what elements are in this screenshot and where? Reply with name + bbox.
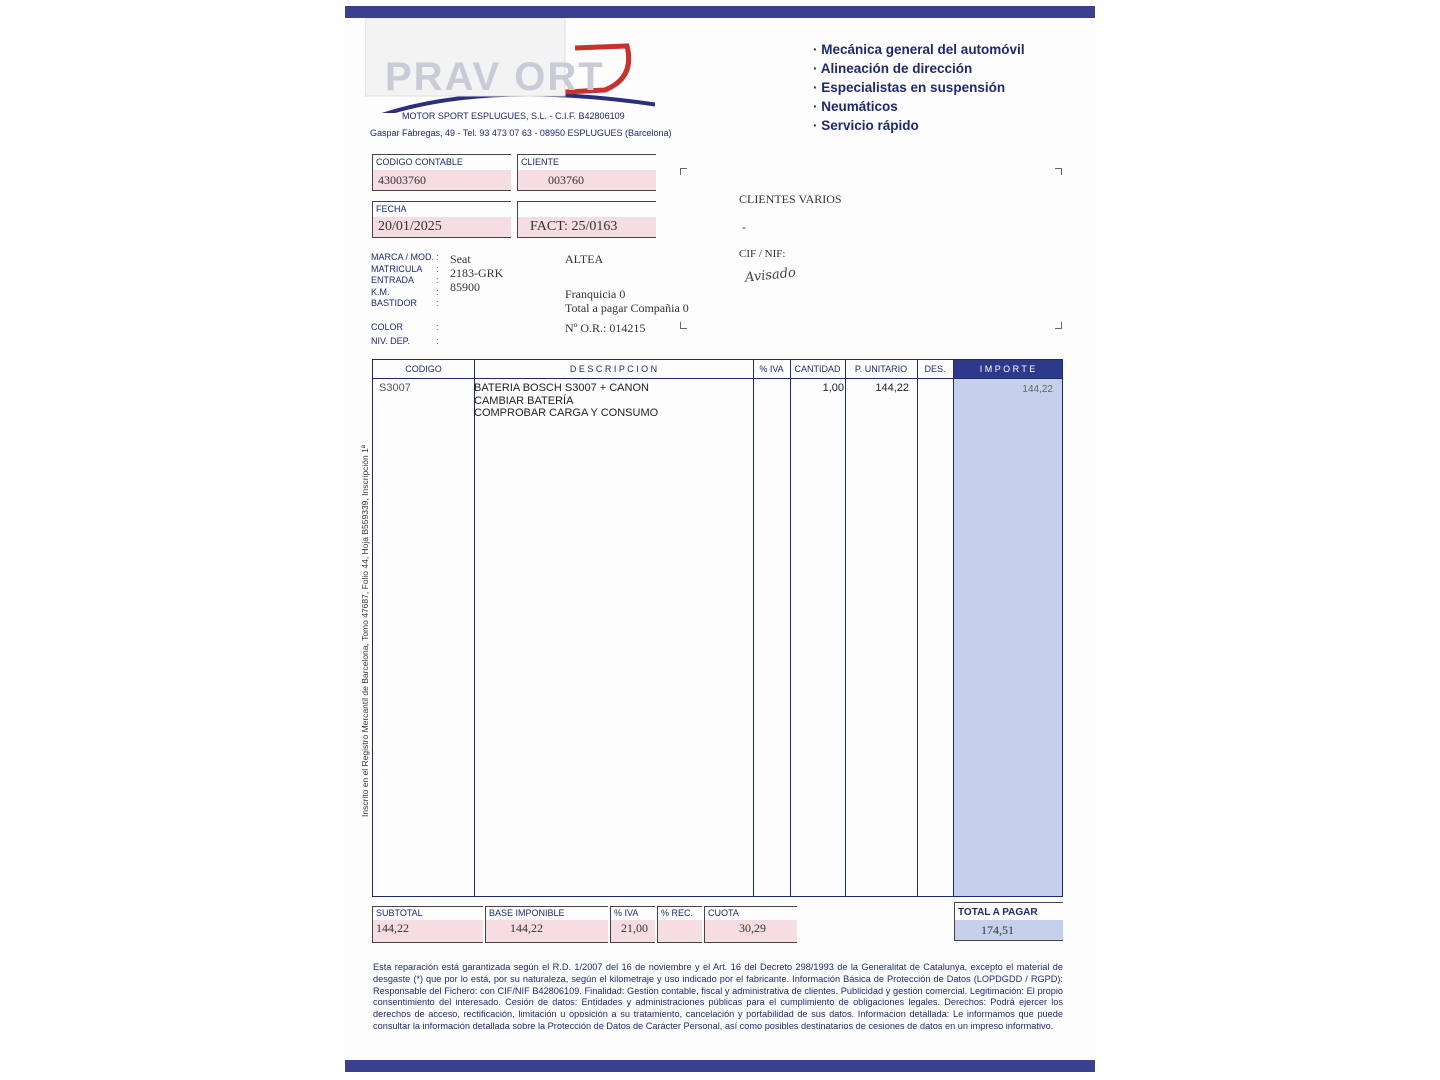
cuota-box <box>704 906 797 943</box>
customer-corner-tl <box>680 168 687 175</box>
iva-box <box>610 906 655 943</box>
header-descripcion: D E S C R I P C I O N <box>569 364 658 374</box>
rec-label: % REC. <box>661 908 694 918</box>
subtotal-box <box>372 906 483 943</box>
row-unitario: 144,22 <box>875 382 909 394</box>
codigo-contable-value: 43003760 <box>373 170 511 191</box>
header-importe: I M P O R T E <box>979 364 1036 374</box>
vehicle-labels-2 <box>371 320 410 348</box>
importe-column-bg <box>953 360 1062 896</box>
header-des: DES. <box>924 364 946 374</box>
row-codigo: S3007 <box>379 382 411 394</box>
customer-cif-label: CIF / NIF: <box>739 248 786 260</box>
col-divider <box>845 360 846 896</box>
vehicle-colons: : : : : : <box>436 252 439 308</box>
header-iva: % IVA <box>759 364 784 374</box>
header-unitario: P. UNITARIO <box>854 364 908 374</box>
vehicle-label-matricula: MATRICULA <box>371 263 423 274</box>
service-item: · Neumáticos <box>813 99 898 114</box>
fecha-label: FECHA <box>376 204 407 214</box>
row-importe: 144,22 <box>1022 384 1053 395</box>
bottom-band <box>345 1060 1095 1072</box>
cliente-value: 003760 <box>518 170 656 191</box>
vehicle-label-bastidor: BASTIDOR <box>371 298 418 308</box>
cliente-box <box>517 154 656 191</box>
row-descripcion <box>474 382 658 420</box>
service-item: · Alineación de dirección <box>813 61 973 76</box>
customer-corner-tr <box>1055 168 1062 175</box>
company-address: Gaspar Fàbregas, 49 - Tel. 93 473 07 63 - 08950 ESPLUGUES (Barcelona) <box>370 128 672 138</box>
base-imponible-label: BASE IMPONIBLE <box>489 908 565 918</box>
row-desc-line: COMPROBAR CARGA Y CONSUMO <box>474 407 659 419</box>
vehicle-km: 85900 <box>450 280 480 294</box>
vehicle-label-niv-dep: NIV. DEP. <box>371 336 411 346</box>
fecha-value: 20/01/2025 <box>373 217 511 238</box>
company-logo <box>365 18 655 113</box>
vehicle-matricula: 2183-GRK <box>450 266 504 280</box>
service-item: · Servicio rápido <box>813 118 919 133</box>
col-divider <box>917 360 918 896</box>
fecha-box <box>372 201 511 238</box>
service-item: · Especialistas en suspensión <box>813 80 1006 95</box>
services-list <box>813 40 1025 135</box>
items-table <box>372 359 1063 897</box>
vehicle-colons-2: : : <box>436 322 439 346</box>
orden-reparacion: Nº O.R.: 014215 <box>565 321 646 335</box>
codigo-contable-box <box>372 154 511 191</box>
factura-box <box>517 201 656 238</box>
factura-number: FACT: 25/0163 <box>518 217 656 238</box>
col-divider <box>474 360 475 896</box>
vehicle-labels <box>371 252 434 310</box>
total-label: TOTAL A PAGAR <box>958 907 1038 918</box>
base-imponible-box <box>485 906 608 943</box>
total-box <box>954 902 1063 941</box>
invoice-sheet <box>345 6 1095 1072</box>
handwritten-note: Avisado <box>744 265 797 286</box>
iva-value: 21,00 <box>611 920 655 943</box>
customer-corner-bl <box>680 322 687 329</box>
row-desc-line: BATERIA BOSCH S3007 + CANON <box>474 382 649 394</box>
logo-text: PRAV ORT <box>385 55 605 99</box>
codigo-contable-label: CODIGO CONTABLE <box>376 157 463 167</box>
header-cantidad: CANTIDAD <box>794 364 841 374</box>
base-imponible-value: 144,22 <box>486 920 608 943</box>
vehicle-values <box>450 252 503 294</box>
service-item: · Mecánica general del automóvil <box>813 42 1025 57</box>
iva-label: % IVA <box>614 908 639 918</box>
rec-value <box>658 920 702 943</box>
subtotal-value: 144,22 <box>373 920 483 943</box>
vehicle-label-entrada: ENTRADA <box>371 275 415 285</box>
vehicle-modelo: ALTEA <box>565 252 604 266</box>
legal-text: Esta reparación está garantizada según el R.D. 1/2007 del 16 de noviembre y el Art. 16 del Decreto 298/1993 de la Generalitat de Catalunya, excepto el material de desgaste (*) que por lo está, por su naturaleza, según el kilometraje y uso indicado por el fabricante. Información Básica de Protección de Datos (LOPDGDD / RGPD): Responsable del Fichero: con CIF/NIF B42806109. Finalidad: Gestión contable, fiscal y administrativa de clientes. Publicidad y gestión comercial. Legitimación: El propio consentimiento del interesado. Cesión de datos: Entidades y administraciones públicas para el cumplimiento de obligaciones legales. Derechos: Podrá ejercer los derechos de acceso, rectificación, limitación u oposición a su tratamiento, cancelación y portabilidad de sus datos. Informacion detallada: Le informamos que puede consultar la información detallada sobre la Protección de Datos de Carácter Personal, así como posibles destinatarios de cesiones de datos en un impreso informativo. <box>373 962 1063 1031</box>
row-desc-line: CAMBIAR BATERÍA <box>474 394 574 407</box>
total-value: 174,51 <box>955 920 1063 941</box>
col-divider <box>753 360 754 896</box>
customer-name: CLIENTES VARIOS <box>739 192 842 206</box>
company-legal-line: MOTOR SPORT ESPLUGUES, S.L. - C.I.F. B42806109 <box>402 111 625 121</box>
cuota-label: CUOTA <box>708 908 739 918</box>
top-band <box>345 6 1095 18</box>
col-divider <box>790 360 791 896</box>
customer-line2: - <box>742 220 746 234</box>
vehicle-label-marca: MARCA / MOD. <box>371 252 435 262</box>
header-divider <box>373 378 1062 379</box>
cuota-value: 30,29 <box>705 920 797 943</box>
header-codigo: CODIGO <box>405 364 442 374</box>
row-cantidad: 1,00 <box>822 382 844 394</box>
customer-corner-br <box>1055 322 1062 329</box>
vehicle-marca: Seat <box>450 252 471 266</box>
cliente-label: CLIENTE <box>521 157 560 167</box>
vehicle-label-color: COLOR <box>371 322 404 332</box>
registry-note: Inscrito en el Registro Mercantil de Barcelona, Tomo 47687, Folio 44, Hoja B559339, Inscripción 1ª <box>360 445 370 817</box>
subtotal-label: SUBTOTAL <box>376 908 423 918</box>
vehicle-total-compania: Total a pagar Compañia 0 <box>565 301 689 315</box>
vehicle-label-km: K.M. <box>371 286 390 297</box>
col-divider <box>953 360 954 896</box>
rec-box <box>657 906 702 943</box>
vehicle-franquicia: Franquicia 0 <box>565 287 626 301</box>
